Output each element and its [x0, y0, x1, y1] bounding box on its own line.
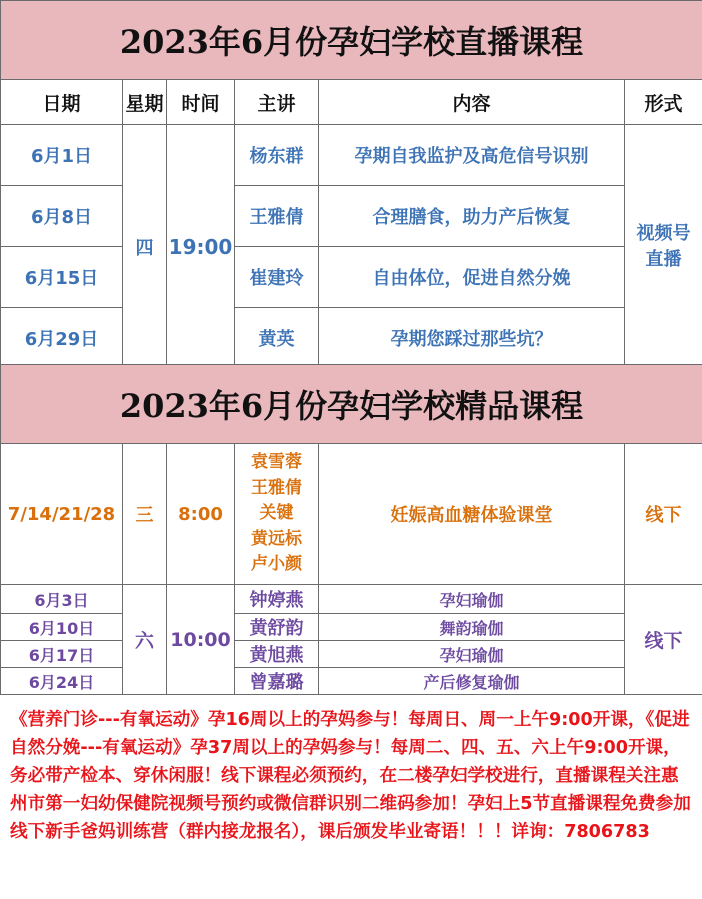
row-content: 自由体位，促进自然分娩: [319, 247, 625, 308]
live-course-table: [0, 0, 702, 369]
row-weekday: 三: [123, 444, 167, 585]
header-format: 形式: [625, 80, 702, 125]
row-weekday: 六: [123, 585, 167, 695]
row-content: 孕妇瑜伽: [319, 641, 625, 668]
lecturer-name: 关键: [259, 503, 294, 524]
row-format: 视频号 直播: [625, 125, 702, 369]
table-row: [1, 444, 702, 585]
live-course-title: 2023年6月份孕妇学校直播课程: [1, 1, 702, 80]
row-date: 7/14/21/28: [1, 444, 123, 585]
row-lecturer: 黄英: [235, 308, 319, 369]
header-date: 日期: [1, 80, 123, 125]
row-date: 6月17日: [1, 641, 123, 668]
lecturer-name: 卢小颜: [251, 554, 302, 575]
header-time: 时间: [167, 80, 235, 125]
table-row: [1, 614, 702, 641]
row-time: 10:00: [167, 585, 235, 695]
row-time: 8:00: [167, 444, 235, 585]
table-row: [1, 585, 702, 614]
row-lecturer: 曾嘉璐: [235, 668, 319, 695]
row-content: 产后修复瑜伽: [319, 668, 625, 695]
notice-text: 《营养门诊---有氧运动》孕16周以上的孕妈参与！每周日、周一上午9:00开课，《促进自然分娩---有氧运动》孕37周以上的孕妈参与！每周二、四、五、六上午9:00开课，务必带产检本、穿休闲服！线下课程必须预约，在二楼孕妇学校进行，直播课程关注惠州市第一妇幼保健院视频号预约或微信群识别二维码参加！孕妇上5节直播课程免费参加线下新手爸妈训练营（群内接龙报名），课后颁发毕业寄语！！！详询：7806783: [10, 710, 691, 842]
row-weekday: 四: [123, 125, 167, 369]
table-row: [1, 308, 702, 369]
row-lecturer: 王雅倩: [235, 186, 319, 247]
premium-course-table: [0, 364, 702, 695]
row-lecturer: 黄舒韵: [235, 614, 319, 641]
row-lecturer: 崔建玲: [235, 247, 319, 308]
row-lecturer: 黄旭燕: [235, 641, 319, 668]
row-content: 孕期您踩过那些坑？: [319, 308, 625, 369]
header-lecturer: 主讲: [235, 80, 319, 125]
premium-course-title: 2023年6月份孕妇学校精品课程: [1, 365, 702, 444]
table-row: [1, 125, 702, 186]
table-row: [1, 641, 702, 668]
row-date: 6月8日: [1, 186, 123, 247]
row-content: 合理膳食，助力产后恢复: [319, 186, 625, 247]
row-date: 6月24日: [1, 668, 123, 695]
row-lecturer: 杨东群: [235, 125, 319, 186]
table-row: [1, 668, 702, 695]
row-content: 孕期自我监护及高危信号识别: [319, 125, 625, 186]
row-content: 舞韵瑜伽: [319, 614, 625, 641]
row-lecturer: 钟婷燕: [235, 585, 319, 614]
row-date: 6月3日: [1, 585, 123, 614]
header-weekday: 星期: [123, 80, 167, 125]
row-time: 19:00: [167, 125, 235, 369]
row-date: 6月29日: [1, 308, 123, 369]
row-date: 6月15日: [1, 247, 123, 308]
table-row: [1, 247, 702, 308]
table-row: [1, 186, 702, 247]
lecturer-name: 袁雪蓉: [251, 452, 302, 473]
row-format: 线下: [625, 444, 702, 585]
row-format: 线下: [625, 585, 702, 695]
lecturer-name: 王雅倩: [251, 477, 302, 498]
row-date: 6月10日: [1, 614, 123, 641]
row-date: 6月1日: [1, 125, 123, 186]
lecturer-name: 黄远标: [251, 528, 302, 549]
row-lecturers: [235, 444, 319, 585]
row-content: 妊娠高血糖体验课堂: [319, 444, 625, 585]
row-content: 孕妇瑜伽: [319, 585, 625, 614]
header-content: 内容: [319, 80, 625, 125]
